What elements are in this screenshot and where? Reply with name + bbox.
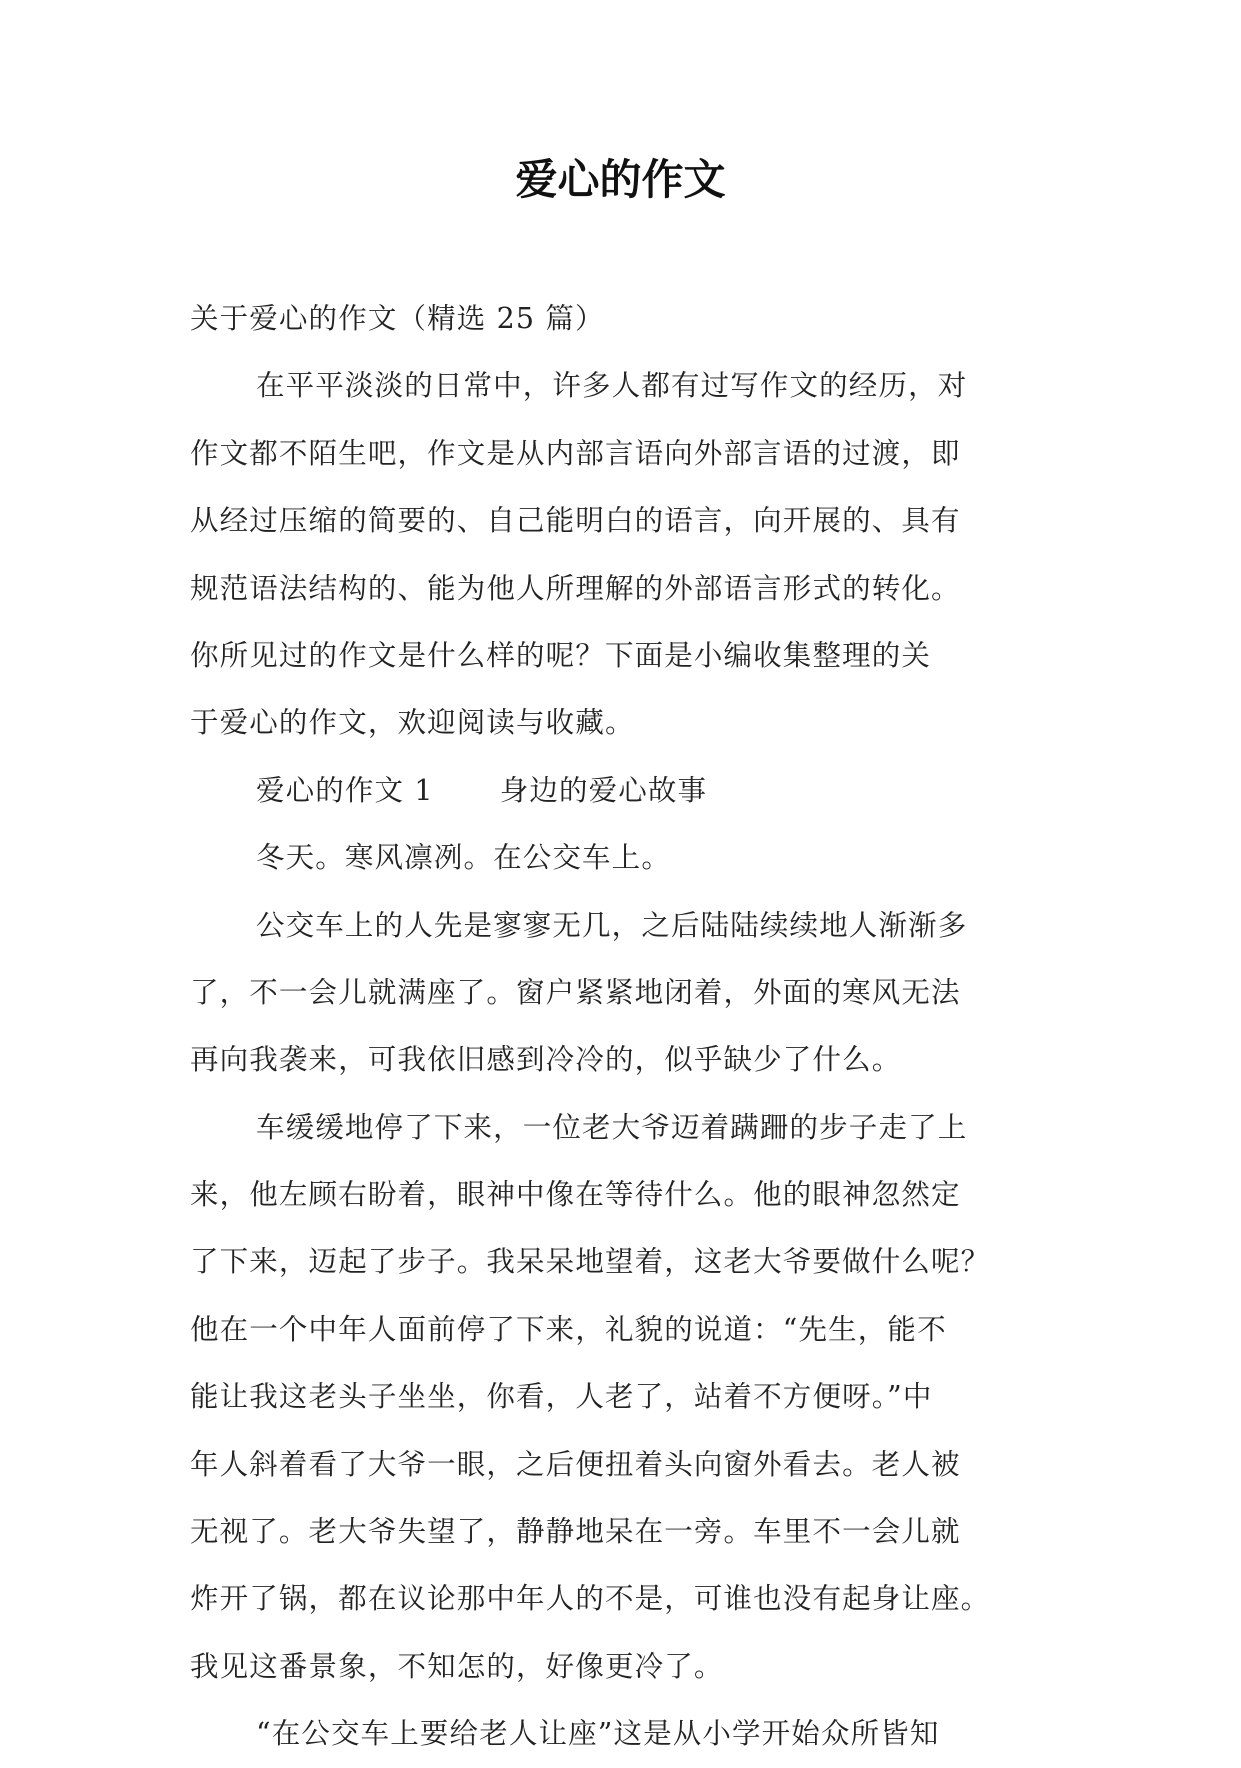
document-title: 爱心的作文 — [515, 155, 726, 204]
paragraph-line: 车缓缓地停了下来，一位老大爷迈着蹒跚的步子走了上 — [256, 1110, 968, 1144]
paragraph-line: 我见这番景象，不知怎的，好像更冷了。 — [190, 1649, 724, 1683]
paragraph-line: 能让我这老头子坐坐，你看，人老了，站着不方便呀。”中 — [190, 1380, 933, 1414]
paragraph-line: 来，他左顾右盼着，眼神中像在等待什么。他的眼神忽然定 — [190, 1178, 961, 1212]
paragraph-line: 了，不一会儿就满座了。窗户紧紧地闭着，外面的寒风无法 — [190, 975, 961, 1009]
paragraph-line: 你所见过的作文是什么样的呢？下面是小编收集整理的关 — [190, 638, 932, 672]
paragraph-line: 在平平淡淡的日常中，许多人都有过写作文的经历，对 — [256, 369, 968, 403]
paragraph-line: 他在一个中年人面前停了下来，礼貌的说道：“先生，能不 — [190, 1312, 947, 1346]
section-heading-label: 爱心的作文 1 — [256, 773, 434, 807]
paragraph-line: 再向我袭来，可我依旧感到冷冷的，似乎缺少了什么。 — [190, 1043, 902, 1077]
document-body — [190, 285, 1050, 1768]
section-heading-subtitle: 身边的爱心故事 — [499, 773, 708, 807]
paragraph-line: 年人斜着看了大爷一眼，之后便扭着头向窗外看去。老人被 — [190, 1447, 961, 1481]
paragraph-line: 冬天。寒风凛冽。在公交车上。 — [256, 841, 671, 875]
paragraph-line: 公交车上的人先是寥寥无几，之后陆陆续续地人渐渐多 — [256, 908, 968, 942]
paragraph-line: 从经过压缩的简要的、自己能明白的语言，向开展的、具有 — [190, 504, 961, 538]
paragraph-line: “在公交车上要给老人让座”这是从小学开始众所皆知 — [256, 1717, 940, 1751]
paragraph-line: 炸开了锅，都在议论那中年人的不是，可谁也没有起身让座。 — [190, 1582, 991, 1616]
paragraph-line: 作文都不陌生吧，作文是从内部言语向外部言语的过渡，即 — [190, 436, 961, 470]
section-heading — [190, 757, 1050, 824]
intro-heading-line: 关于爱心的作文（精选 25 篇） — [190, 302, 605, 335]
paragraph-line: 了下来，迈起了步子。我呆呆地望着，这老大爷要做什么呢？ — [190, 1245, 991, 1279]
paragraph-line: 于爱心的作文，欢迎阅读与收藏。 — [190, 706, 635, 740]
paragraph-line: 规范语法结构的、能为他人所理解的外部语言形式的转化。 — [190, 571, 961, 605]
paragraph-line: 无视了。老大爷失望了，静静地呆在一旁。车里不一会儿就 — [190, 1515, 961, 1549]
